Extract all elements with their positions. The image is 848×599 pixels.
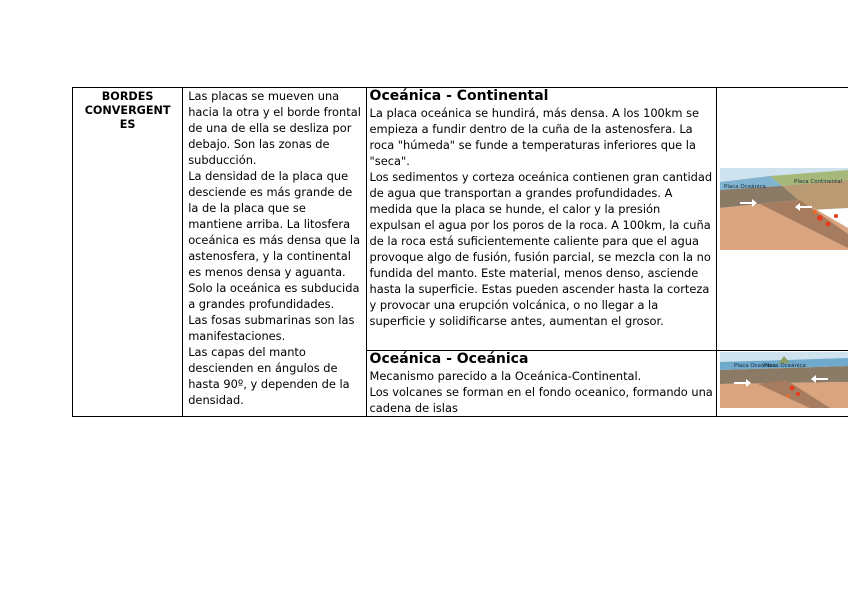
oceanic-continental-paragraph: Los sedimentos y corteza oceánica contienen gran cantidad de agua que transportan a grandes profundidades. A medida que la placa se hunde, el calor y la presión expulsan el agua por los poros de la roca. A 100km, la cuña de la roca está suficientemente caliente para que el agua provoque algo de fusión, fusión parcial, se mezcla con la no fundida del manto. Este material, menos denso, asciende hasta la superficie. Estas pueden ascender hasta la corteza y provocar una erupción volcánica, o no llegar a la superficie y solidificarse antes, aumentan el grosor. (369, 170, 713, 328)
description-paragraph: La densidad de la placa que desciende es más grande de la de la placa que se mantiene arriba. La litosfera oceánica es más densa que la astenosfera, y la continental es menos densa y aguanta. Solo la oceánica es subducida a grandes profundidades. (188, 169, 361, 311)
figure-cell (717, 88, 848, 351)
oceanic-continental-title: Oceánica - Continental (369, 88, 549, 104)
oceanic-continental-cell (366, 88, 717, 351)
description-paragraph: Las capas del manto descienden en ángulos de hasta 90º, y dependen de la densidad. (188, 345, 350, 407)
description-paragraph: Las placas se mueven una hacia la otra y el borde frontal de una de ella se desliza por debajo. Son las zonas de subducción. (188, 89, 361, 167)
oceanic-continental-paragraph: La placa oceánica se hundirá, más densa. A los 100km se empieza a fundir dentro de la cuña de la astenosfera. La roca "húmeda" se funde a temperaturas inferiores que la "seca". (369, 106, 700, 168)
oceanic-oceanic-subduction-image (720, 352, 848, 408)
figure-label: Placa Oceánica (764, 363, 807, 369)
oceanic-oceanic-paragraph: Los volcanes se forman en el fondo oceanico, formando una cadena de islas (369, 385, 713, 415)
oceanic-oceanic-paragraph: Mecanismo parecido a la Oceánica-Continental. (369, 369, 642, 383)
figure-label: Placa Continental (794, 179, 843, 185)
row-header-cell (73, 88, 183, 417)
row-header-label: BORDES CONVERGENT ES (84, 90, 171, 131)
description-paragraph: Las fosas submarinas son las manifestaciones. (188, 313, 355, 343)
table-row (73, 88, 848, 351)
figure-cell (717, 351, 848, 417)
figure-label: Placa Oceánica (724, 184, 767, 190)
description-cell (183, 88, 366, 417)
oceanic-oceanic-title: Oceánica - Oceánica (369, 351, 529, 367)
oceanic-oceanic-cell (366, 351, 717, 417)
convergent-borders-table (72, 87, 848, 417)
oceanic-continental-subduction-image (720, 168, 848, 250)
figure-label: Placa Oceánica (734, 363, 777, 369)
